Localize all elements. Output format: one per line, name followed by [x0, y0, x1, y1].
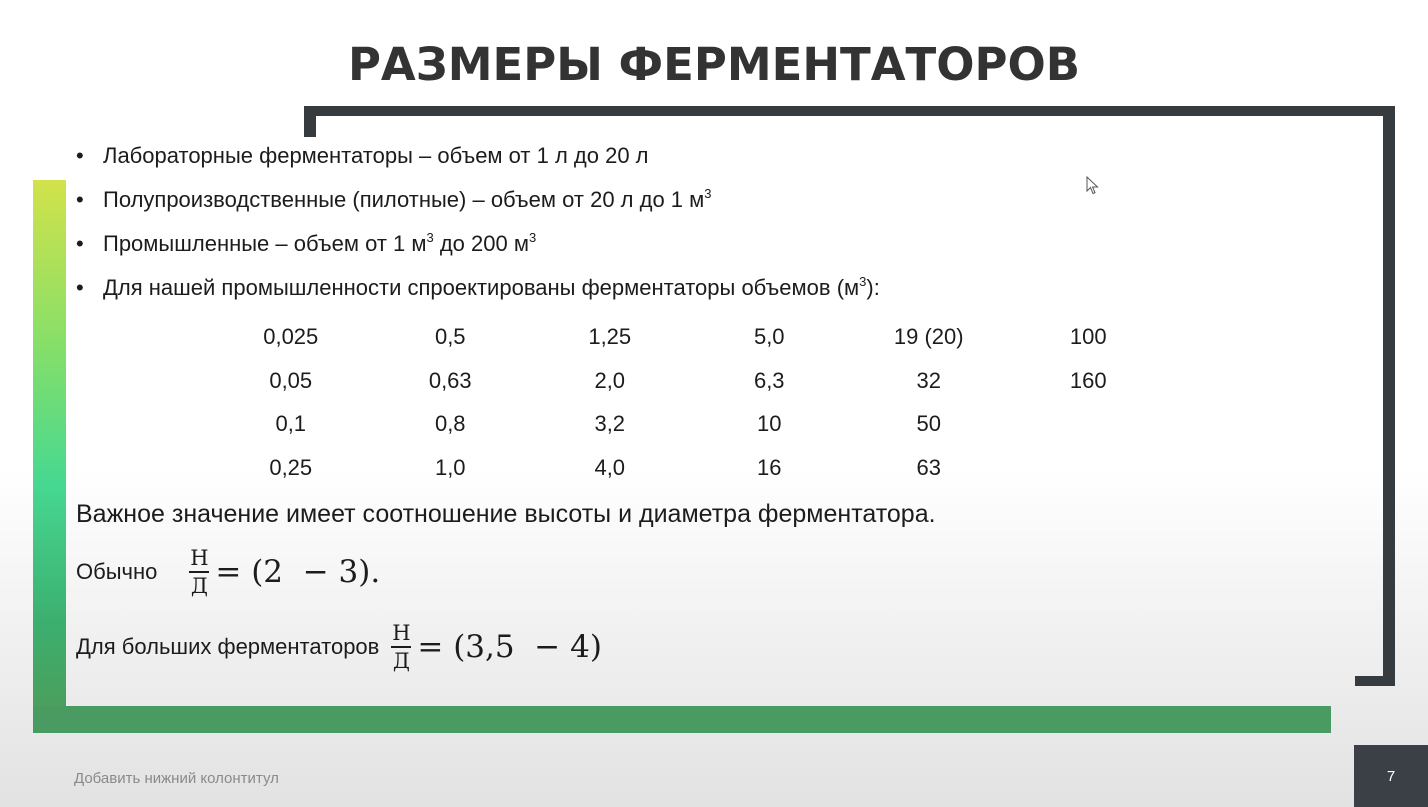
volume-value: 0,05 [269, 367, 313, 393]
formula-large [76, 620, 602, 674]
fraction-h-over-d [391, 620, 411, 674]
volume-value: 63 [916, 454, 941, 480]
volume-value: 0,025 [263, 324, 319, 349]
volume-value: 19 (20) [893, 324, 964, 349]
volume-value: 32 [916, 367, 941, 393]
bullet-industrial [76, 226, 880, 270]
volumes-grid [211, 316, 1171, 490]
green-frame-left [33, 180, 66, 733]
superscript: 3 [426, 230, 434, 245]
mouse-pointer-icon [1086, 176, 1100, 196]
volume-value: 10 [757, 411, 782, 436]
ratio-note: Важное значение имеет соотношение высоты и диаметра ферментатора. [76, 500, 936, 528]
volume-value: 160 [1069, 367, 1107, 393]
volume-value: 1,0 [434, 454, 466, 480]
dark-frame-top [304, 106, 1395, 116]
formula-large-expr: = (3,5 − 4) [417, 628, 602, 665]
bullet-dot: • [76, 143, 84, 168]
bullet-ours-text-end: ): [866, 275, 880, 300]
footer-placeholder[interactable]: Добавить нижний колонтитул [74, 770, 279, 787]
superscript: 3 [859, 274, 867, 289]
fraction-h-over-d [189, 545, 209, 599]
volume-value: 4,0 [594, 454, 626, 480]
fraction-numerator: Н [392, 621, 411, 645]
dark-frame-right [1383, 106, 1395, 686]
bullet-pilot-text: Полупроизводственные (пилотные) – объем от 20 л до 1 м [103, 187, 705, 212]
volume-value: 5,0 [753, 324, 785, 349]
fraction-numerator: Н [190, 546, 209, 570]
slide-title: РАЗМЕРЫ ФЕРМЕНТАТОРОВ [347, 38, 1081, 91]
volume-value: 2,0 [594, 367, 626, 393]
volumes-row [211, 403, 1171, 447]
volume-value: 50 [916, 411, 941, 436]
fraction-denominator: Д [392, 648, 410, 673]
volume-value: 0,25 [269, 454, 313, 480]
volume-value: 0,63 [428, 367, 472, 393]
volume-value: 0,1 [275, 411, 307, 436]
bullet-ours-text: Для нашей промышленности спроектированы ферментаторы объемов (м [103, 275, 860, 300]
bullet-lab [76, 138, 880, 182]
dark-frame-bottom [1355, 676, 1395, 686]
bullet-lab-text: Лабораторные ферментаторы – объем от 1 л до 20 л [103, 143, 649, 168]
volume-value: 100 [1069, 324, 1107, 349]
volume-value: 3,2 [594, 411, 626, 436]
bullet-dot: • [76, 231, 84, 256]
bullet-industrial-text-2: до 200 м [433, 231, 529, 256]
volumes-row [211, 316, 1171, 360]
superscript: 3 [528, 230, 537, 245]
formula-usual-lead: Обычно [76, 558, 158, 584]
superscript: 3 [704, 186, 712, 201]
volume-value: 0,8 [434, 411, 466, 436]
bullet-pilot [76, 182, 880, 226]
formula-usual-expr: = (2 − 3). [215, 553, 381, 590]
bullet-list [76, 138, 880, 314]
bullet-dot: • [76, 275, 84, 300]
volume-value: 0,5 [434, 324, 466, 349]
volumes-row [211, 360, 1171, 404]
volumes-row [211, 447, 1171, 491]
page-number-badge [1354, 745, 1428, 807]
volume-value: 1,25 [588, 324, 632, 349]
page-number: 7 [1386, 767, 1396, 785]
volume-value [1009, 447, 1169, 491]
fraction-denominator: Д [190, 573, 208, 598]
bullet-industrial-text: Промышленные – объем от 1 м [103, 231, 427, 256]
green-frame-bottom [33, 706, 1331, 733]
bullet-ours [76, 270, 880, 314]
volume-value: 6,3 [753, 367, 785, 393]
formula-usual [76, 545, 380, 599]
formula-large-lead: Для больших ферментаторов [76, 633, 380, 659]
volume-value: 16 [757, 454, 782, 480]
dark-frame-corner [304, 106, 316, 137]
bullet-dot: • [76, 187, 84, 212]
volume-value [1009, 403, 1169, 447]
